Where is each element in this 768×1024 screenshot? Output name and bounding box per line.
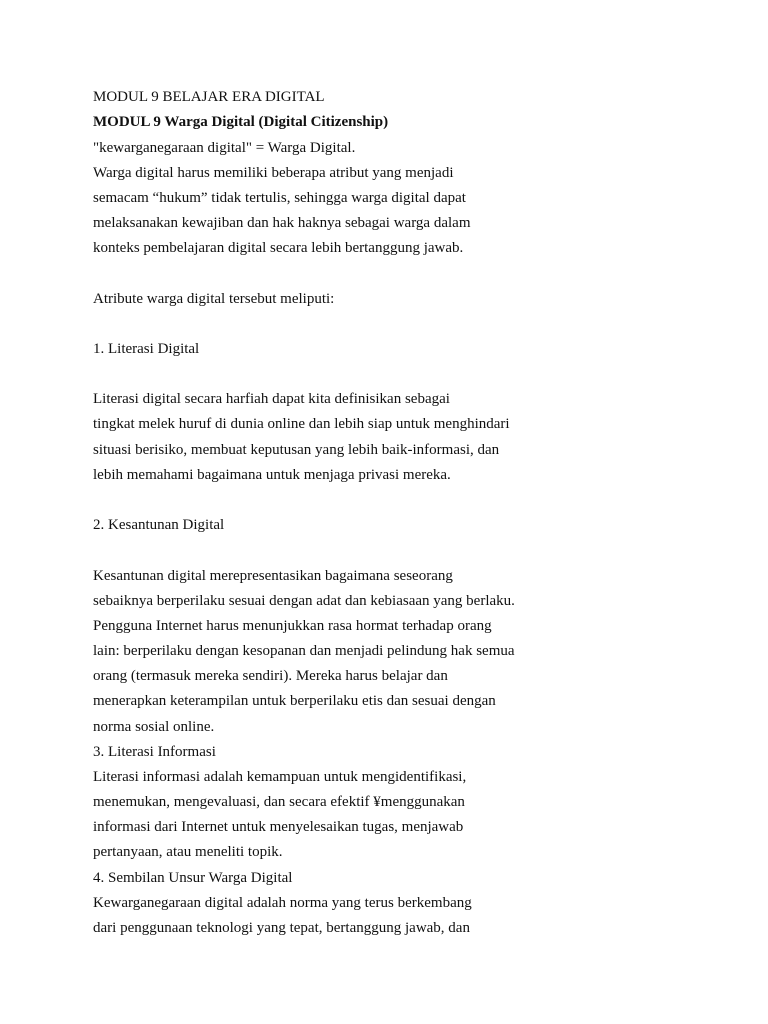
text-line: Kewarganegaraan digital adalah norma yang terus berkembang [93,895,472,911]
text-line: situasi berisiko, membuat keputusan yang lebih baik-informasi, dan [93,442,500,458]
text-line: melaksanakan kewajiban dan hak haknya sebagai warga dalam [93,215,471,231]
section-heading: 4. Sembilan Unsur Warga Digital [93,870,293,886]
text-line: Kesantunan digital merepresentasikan bagaimana seseorang [93,568,453,584]
section-heading: 2. Kesantunan Digital [93,517,225,533]
text-line: sebaiknya berperilaku sesuai dengan adat dan kebiasaan yang berlaku. [93,593,515,609]
text-line: semacam “hukum” tidak tertulis, sehingga warga digital dapat [93,190,466,206]
text-line: dari penggunaan teknologi yang tepat, bertanggung jawab, dan [93,920,470,936]
section-heading: 1. Literasi Digital [93,341,200,357]
text-line: pertanyaan, atau meneliti topik. [93,844,283,860]
text-line: menemukan, mengevaluasi, dan secara efektif ¥menggunakan [93,794,465,810]
text-line: "kewarganegaraan digital" = Warga Digital. [93,140,356,156]
text-line: Pengguna Internet harus menunjukkan rasa hormat terhadap orang [93,618,492,634]
text-line: konteks pembelajaran digital secara lebih bertanggung jawab. [93,240,464,256]
text-line: Literasi informasi adalah kemampuan untuk mengidentifikasi, [93,769,467,785]
document-subtitle: MODUL 9 Warga Digital (Digital Citizenship) [93,114,389,130]
text-line: tingkat melek huruf di dunia online dan lebih siap untuk menghindari [93,416,510,432]
text-line: lain: berperilaku dengan kesopanan dan menjadi pelindung hak semua [93,643,515,659]
text-line: norma sosial online. [93,719,215,735]
text-line: Warga digital harus memiliki beberapa atribut yang menjadi [93,165,454,181]
text-line: menerapkan keterampilan untuk berperilaku etis dan sesuai dengan [93,693,496,709]
text-line: informasi dari Internet untuk menyelesaikan tugas, menjawab [93,819,464,835]
text-line: Literasi digital secara harfiah dapat kita definisikan sebagai [93,391,450,407]
text-line: orang (termasuk mereka sendiri). Mereka harus belajar dan [93,668,448,684]
text-line: Atribute warga digital tersebut meliputi: [93,291,335,307]
section-heading: 3. Literasi Informasi [93,744,216,760]
document-title: MODUL 9 BELAJAR ERA DIGITAL [93,89,325,105]
text-line: lebih memahami bagaimana untuk menjaga privasi mereka. [93,467,451,483]
